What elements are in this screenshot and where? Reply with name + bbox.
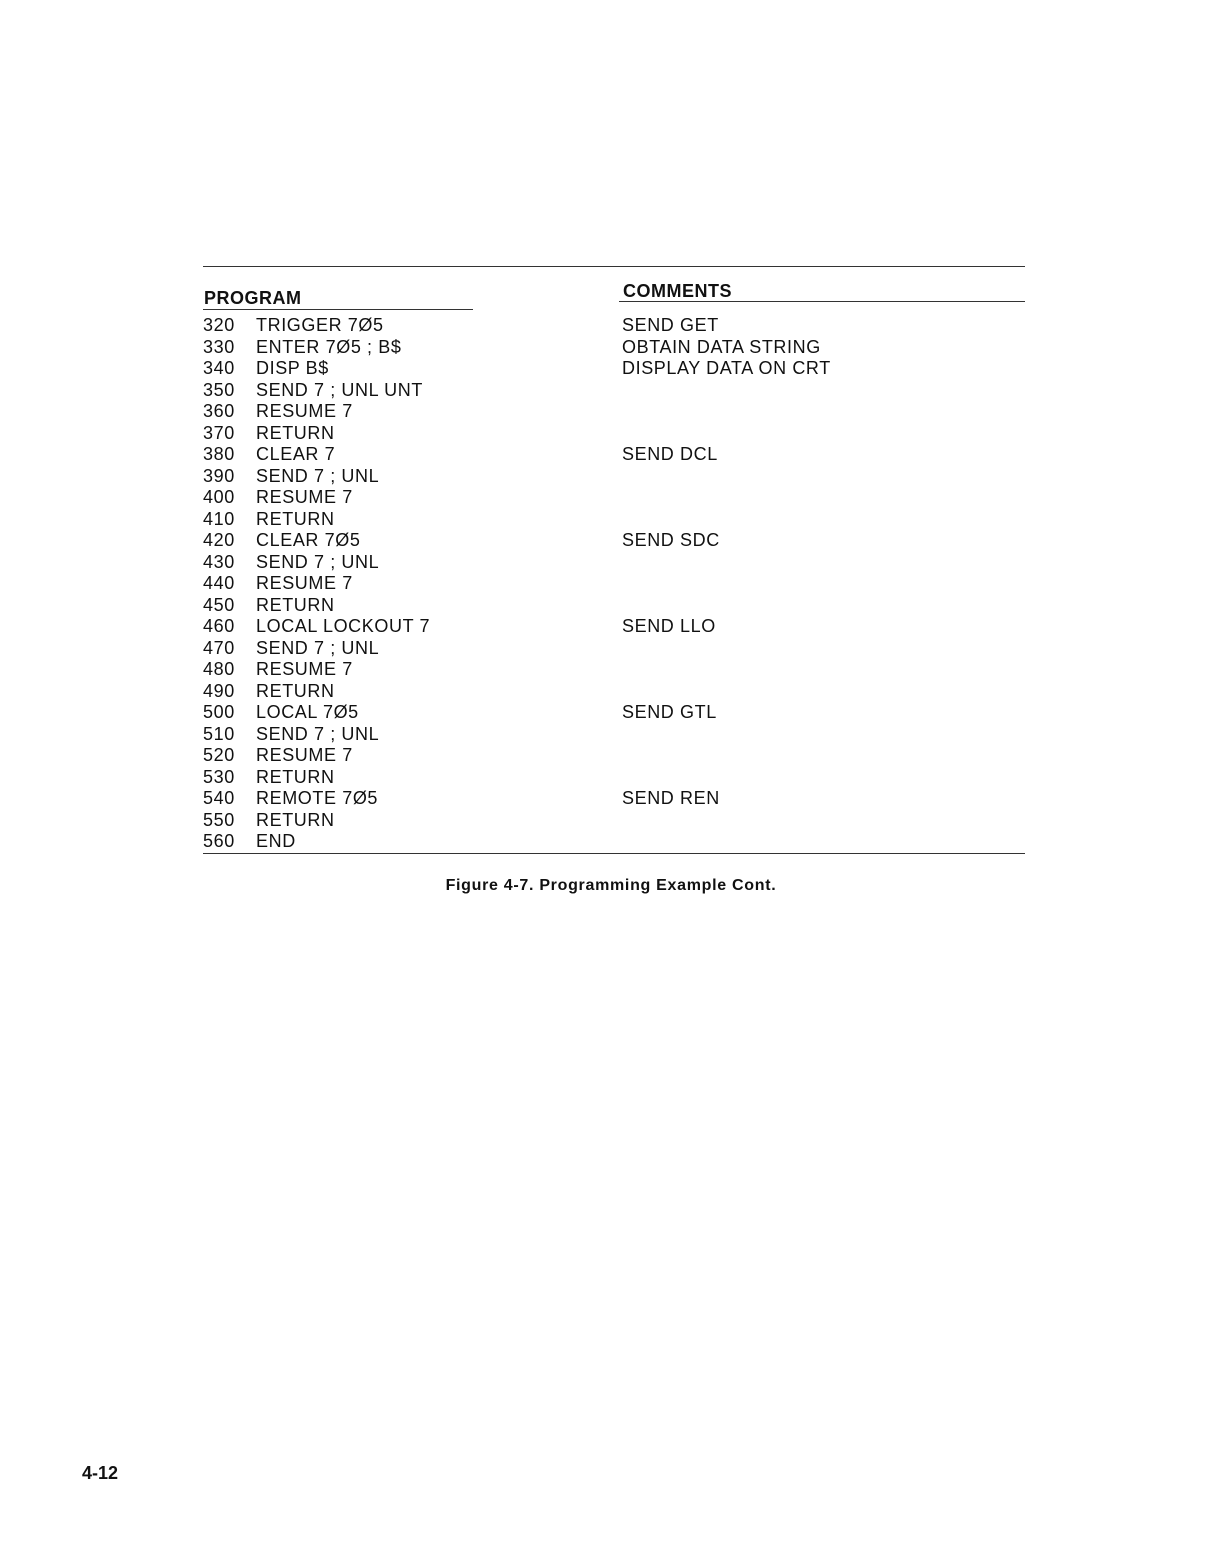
table-row (203, 659, 1025, 681)
program-code: LOCAL 7Ø5 (256, 702, 359, 722)
table-row (203, 401, 1025, 423)
comment-text: SEND REN (622, 788, 720, 808)
line-number: 430 (203, 551, 235, 572)
comment-text: SEND LLO (622, 616, 716, 636)
program-code: SEND 7 ; UNL UNT (256, 379, 423, 400)
line-number: 540 (203, 788, 235, 808)
table-row (203, 487, 1025, 509)
program-code: SEND 7 ; UNL (256, 637, 380, 658)
table-row (203, 552, 1025, 574)
line-number: 410 (203, 508, 235, 529)
comments-header: COMMENTS (623, 281, 732, 301)
program-code: RETURN (256, 766, 335, 787)
line-number: 480 (203, 659, 235, 679)
program-code: SEND 7 ; UNL (256, 465, 380, 486)
table-row (203, 831, 1025, 853)
program-code: SEND 7 ; UNL (256, 551, 380, 572)
table-row (203, 315, 1025, 337)
table-row (203, 444, 1025, 466)
line-number: 520 (203, 745, 235, 765)
program-code: RETURN (256, 422, 335, 443)
comment-text: OBTAIN DATA STRING (622, 336, 821, 357)
table-row (203, 681, 1025, 703)
comment-text: SEND SDC (622, 530, 720, 550)
bottom-rule (203, 853, 1025, 854)
top-rule (203, 266, 1025, 267)
program-code: TRIGGER 7Ø5 (256, 315, 384, 335)
line-number: 380 (203, 444, 235, 464)
table-row (203, 358, 1025, 380)
comment-text: SEND GTL (622, 702, 717, 722)
table-row (203, 530, 1025, 552)
line-number: 550 (203, 809, 235, 830)
table-row (203, 423, 1025, 445)
line-number: 450 (203, 594, 235, 615)
program-code: DISP B$ (256, 358, 329, 378)
program-code: REMOTE 7Ø5 (256, 788, 379, 808)
line-number: 470 (203, 637, 235, 658)
table-row (203, 380, 1025, 402)
program-code: SEND 7 ; UNL (256, 723, 380, 744)
program-code: RETURN (256, 594, 335, 615)
line-number: 460 (203, 616, 235, 636)
line-number: 420 (203, 530, 235, 550)
table-row (203, 745, 1025, 767)
table-row (203, 616, 1025, 638)
program-code: RETURN (256, 508, 335, 529)
line-number: 320 (203, 315, 235, 335)
program-code: ENTER 7Ø5 ; B$ (256, 336, 402, 357)
table-row (203, 509, 1025, 531)
program-code: RESUME 7 (256, 401, 353, 421)
table-row (203, 638, 1025, 660)
table-row (203, 724, 1025, 746)
program-code: CLEAR 7 (256, 444, 336, 464)
line-number: 330 (203, 336, 235, 357)
comments-header-rule (619, 301, 1025, 302)
line-number: 500 (203, 702, 235, 722)
line-number: 400 (203, 487, 235, 507)
program-code: LOCAL LOCKOUT 7 (256, 616, 431, 636)
line-number: 350 (203, 379, 235, 400)
line-number: 360 (203, 401, 235, 421)
program-header-rule (203, 309, 473, 310)
program-code: RETURN (256, 809, 335, 830)
program-code: RESUME 7 (256, 745, 353, 765)
program-code: RESUME 7 (256, 659, 353, 679)
line-number: 490 (203, 680, 235, 701)
line-number: 440 (203, 573, 235, 593)
program-header: PROGRAM (204, 288, 302, 308)
comment-text: SEND GET (622, 315, 719, 335)
program-rows (203, 315, 1025, 853)
table-row (203, 702, 1025, 724)
table-row (203, 466, 1025, 488)
page-number: 4-12 (82, 1463, 119, 1483)
program-code: RESUME 7 (256, 487, 353, 507)
table-row (203, 337, 1025, 359)
table-row (203, 788, 1025, 810)
line-number: 390 (203, 465, 235, 486)
program-code: END (256, 831, 296, 851)
comment-text: DISPLAY DATA ON CRT (622, 358, 831, 378)
line-number: 530 (203, 766, 235, 787)
figure-caption: Figure 4-7. Programming Example Cont. (445, 877, 777, 894)
table-row (203, 595, 1025, 617)
line-number: 510 (203, 723, 235, 744)
comment-text: SEND DCL (622, 444, 718, 464)
program-code: RETURN (256, 680, 335, 701)
table-row (203, 767, 1025, 789)
program-code: CLEAR 7Ø5 (256, 530, 361, 550)
line-number: 340 (203, 358, 235, 378)
table-row (203, 810, 1025, 832)
line-number: 370 (203, 422, 235, 443)
line-number: 560 (203, 831, 235, 851)
table-row (203, 573, 1025, 595)
program-code: RESUME 7 (256, 573, 353, 593)
